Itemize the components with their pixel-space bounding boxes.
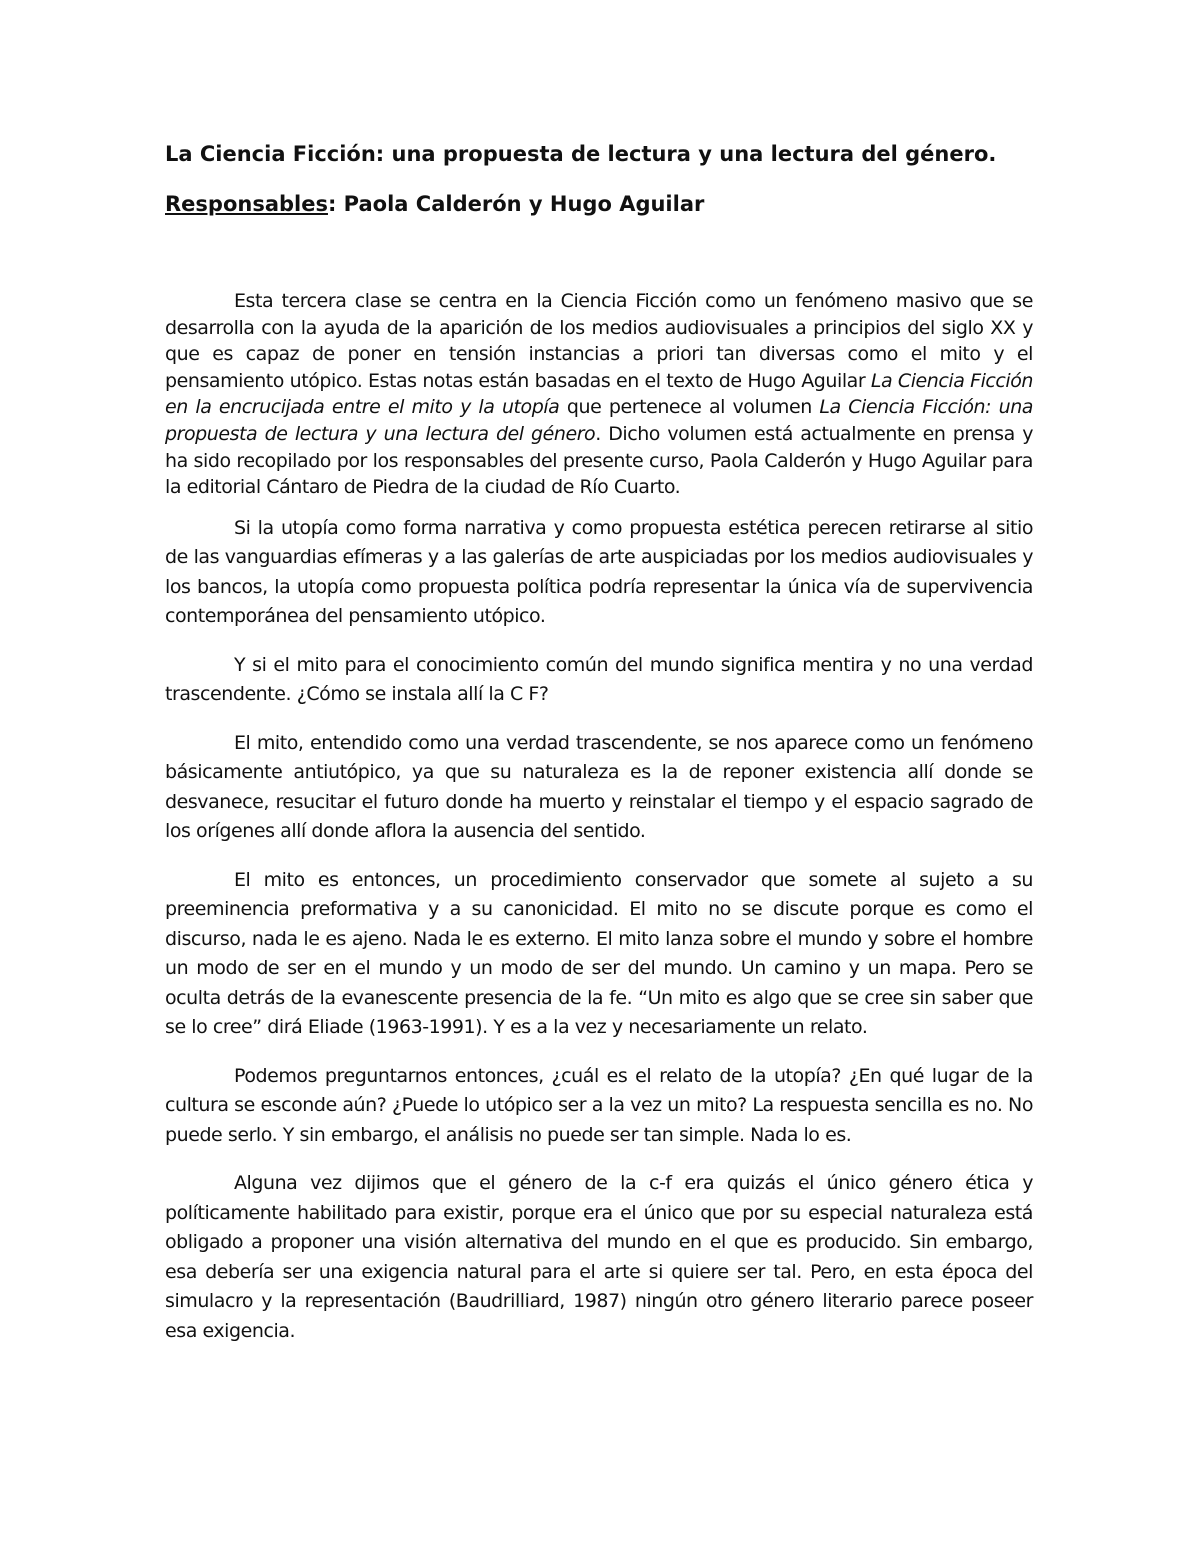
paragraph-1-text-b: que pertenece al volumen [559,396,820,419]
authors-names: Paola Calderón y Hugo Aguilar [336,192,705,216]
paragraph-1-italic-title-b: La Ciencia Ficción: una propuesta de lectura y una lectura del género [165,396,1033,445]
paragraph-4: El mito, entendido como una verdad trascendente, se nos aparece como un fenómeno básicamente antiutópico, ya que su naturaleza es la de reponer existencia allí donde se desvanece, resucitar el futuro donde ha muerto y reinstalar el tiempo y el espacio sagrado de los orígenes allí donde aflora la ausencia del sentido. [165,731,1033,843]
document-title: La Ciencia Ficción: una propuesta de lectura y una lectura del género. [165,142,997,166]
paragraph-1-italic-title-a: La Ciencia Ficción en la encrucijada entre el mito y la utopía [165,369,1033,419]
paragraph-3: Y si el mito para el conocimiento común del mundo significa mentira y no una verdad trascendente. ¿Cómo se instala allí la C F? [165,653,1033,706]
paragraph-1-text-a: Esta tercera clase se centra en la Ciencia Ficción como un fenómeno masivo que se desarrolla con la ayuda de la aparición de los medios audiovisuales a principios del siglo XX y que es capaz de poner en tensión instancias a priori tan diversas como el mito y el pensamiento utópico. Estas notas están basadas en el texto de Hugo Aguilar [165,290,1033,392]
paragraph-5: El mito es entonces, un procedimiento conservador que somete al sujeto a su preeminencia preformativa y a su canonicidad. El mito no se discute porque es como el discurso, nada le es ajeno. Nada le es externo. El mito lanza sobre el mundo y sobre el hombre un modo de ser en el mundo y un modo de ser del mundo. Un camino y un mapa. Pero se oculta detrás de la evanescente presencia de la fe. “Un mito es algo que se cree sin saber que se lo cree” dirá Eliade (1963-1991). Y es a la vez y necesariamente un relato. [165,868,1033,1039]
paragraph-1 [165,288,1033,501]
paragraph-1-text-c: . Dicho volumen está actualmente en prensa y ha sido recopilado por los responsables del presente curso, Paola Calderón y Hugo Aguilar para la editorial Cántaro de Piedra de la ciudad de Río Cuarto. [165,422,1033,499]
paragraph-6: Podemos preguntarnos entonces, ¿cuál es el relato de la utopía? ¿En qué lugar de la cultura se esconde aún? ¿Puede lo utópico ser a la vez un mito? La respuesta sencilla es no. No puede serlo. Y sin embargo, el análisis no puede ser tan simple. Nada lo es. [165,1064,1033,1146]
authors-separator: : [327,192,337,216]
paragraph-7: Alguna vez dijimos que el género de la c-f era quizás el único género ética y políticamente habilitado para existir, porque era el único que por su especial naturaleza está obligado a proponer una visión alternativa del mundo en el que es producido. Sin embargo, esa debería ser una exigencia natural para el arte si quiere ser tal. Pero, en esta época del simulacro y la representación (Baudrilliard, 1987) ningún otro género literario parece poseer esa exigencia. [165,1172,1033,1342]
document-body [165,288,1033,1346]
authors-line [165,189,1065,219]
authors-label: Responsables [165,192,328,216]
paragraph-2: Si la utopía como forma narrativa y como propuesta estética perecen retirarse al sitio de las vanguardias efímeras y a las galerías de arte auspiciadas por los medios audiovisuales y los bancos, la utopía como propuesta política podría representar la única vía de supervivencia contemporánea del pensamiento utópico. [165,516,1033,628]
